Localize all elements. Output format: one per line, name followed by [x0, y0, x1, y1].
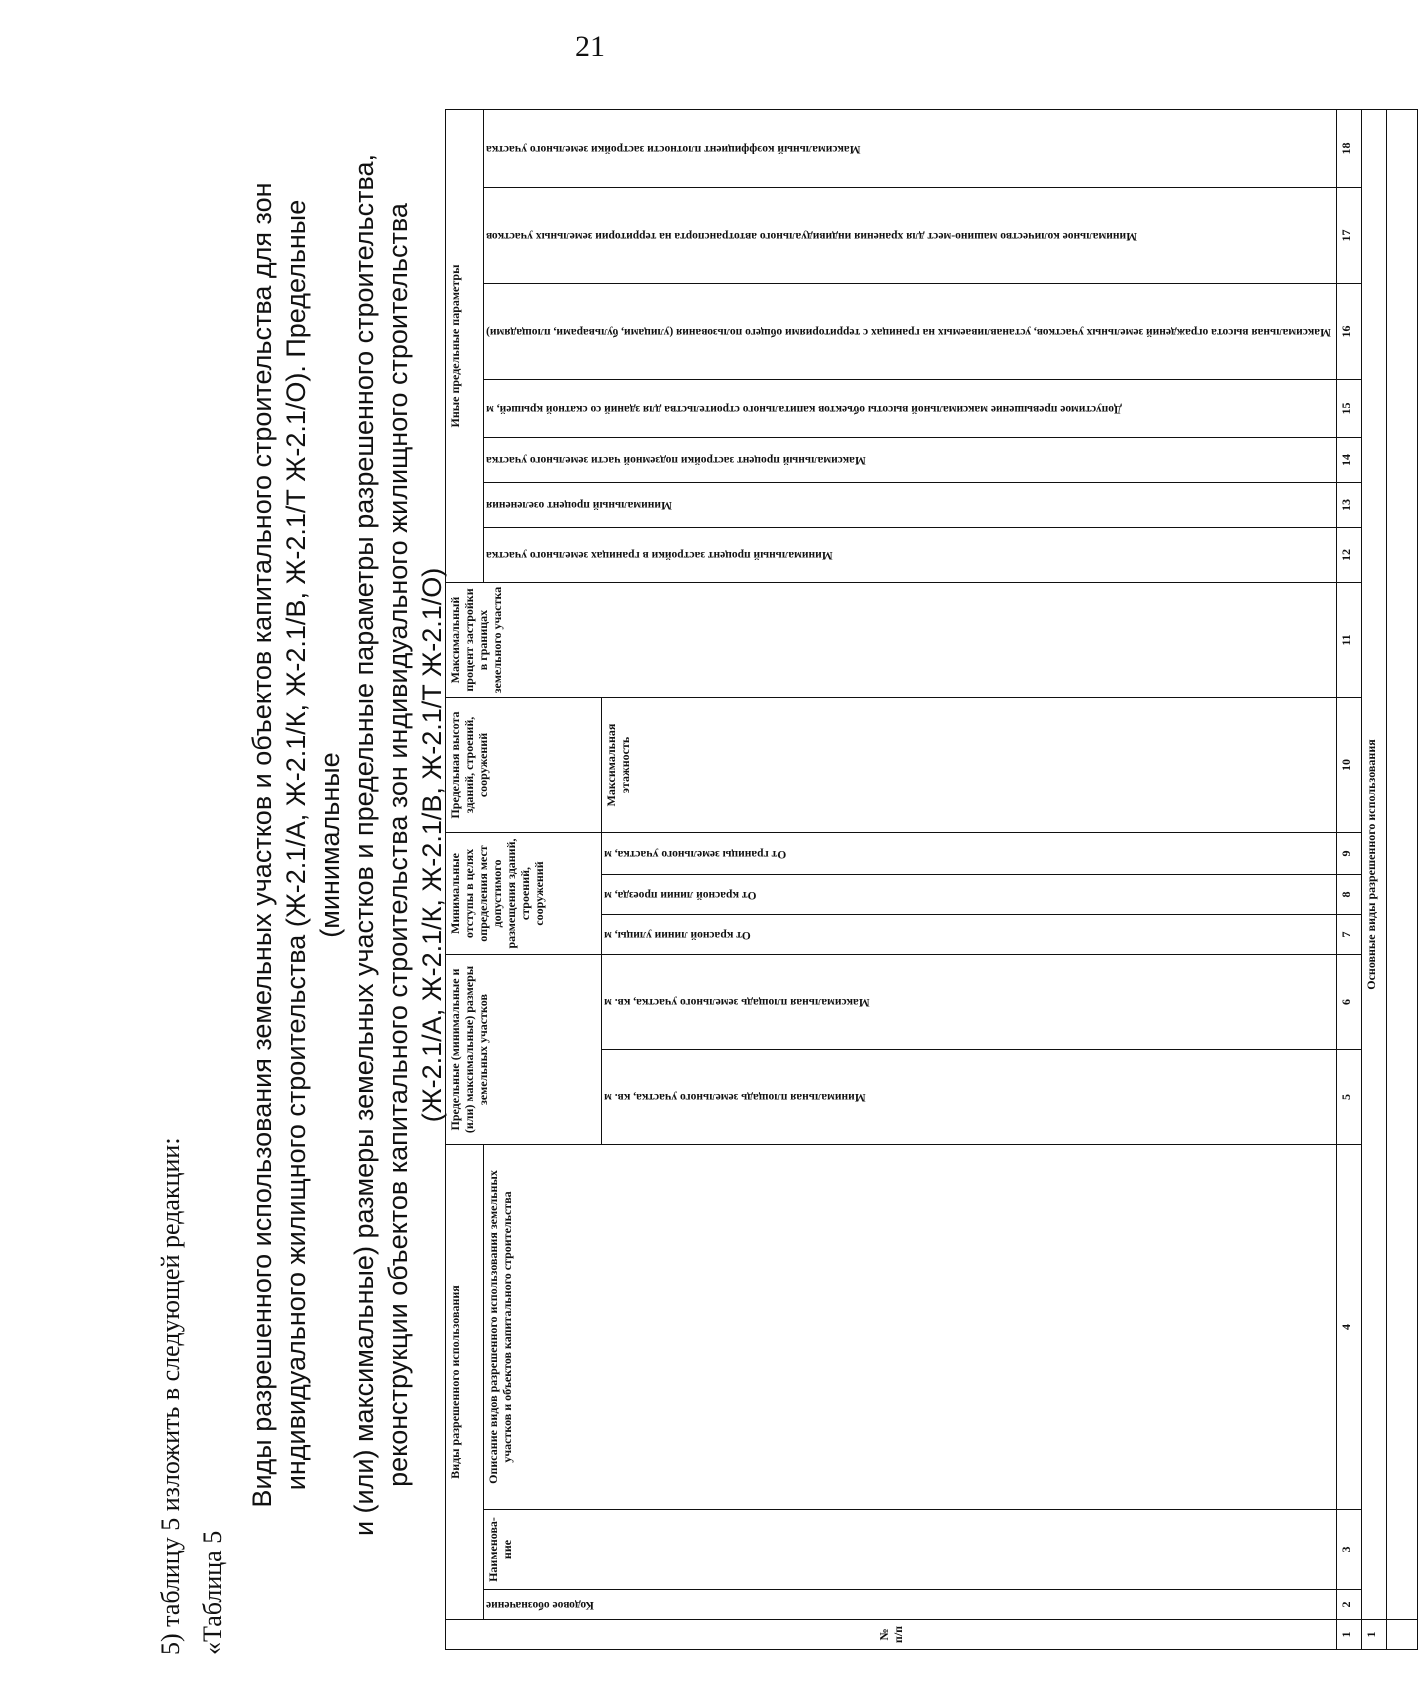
- column-numbers-row: [1336, 110, 1361, 1650]
- header-name: Наименова-ние: [484, 1510, 1337, 1590]
- column-number: 14: [1336, 438, 1361, 483]
- header-description: Описание видов разрешенного использования земельных участков и объектов капитального строительства: [484, 1145, 1337, 1510]
- header-size-group: Предельные (минимальные и (или) максимальные) размеры земельных участков: [446, 955, 602, 1145]
- section-title: Основные виды разрешенного использования: [1361, 110, 1386, 1620]
- header-min-coverage: Минимальный процент застройки в границах земельного участка: [484, 528, 1337, 583]
- column-number: 13: [1336, 483, 1361, 528]
- column-number: 10: [1336, 698, 1361, 833]
- heading-line: (Ж-2.1/А, Ж-2.1/К, Ж-2.1/В, Ж-2.1/Т Ж-2.1/О): [417, 567, 447, 1123]
- table-label: «Таблица 5: [198, 1530, 227, 1655]
- column-number: 16: [1336, 284, 1361, 380]
- rotated-content: [155, 0, 1378, 1655]
- column-number: 15: [1336, 380, 1361, 438]
- header-setback-passage: От красной линии проезда, м: [602, 875, 1337, 915]
- header-other-group: Иные предельные параметры: [446, 110, 484, 583]
- heading-line: индивидуального жилищного строительства (Ж-2.1/А, Ж-2.1/К, Ж-2.1/В, Ж-2.1/Т Ж-2.1/О). Предельные (минимальные: [281, 199, 345, 1491]
- header-max-area: Максимальная площадь земельного участка, кв. м: [602, 955, 1337, 1050]
- column-number: 5: [1336, 1050, 1361, 1145]
- header-setback-group: Минимальные отступы в целях определения мест допустимого размещения зданий, строений, сооружений: [446, 833, 602, 955]
- regulations-table: [445, 109, 1418, 1650]
- header-num: № п/п: [446, 1620, 1337, 1650]
- header-max-underground: Максимальный процент застройки подземной части земельного участка: [484, 438, 1337, 483]
- header-setback-street: От красной линии улицы, м: [602, 915, 1337, 955]
- column-number: 2: [1336, 1590, 1361, 1620]
- header-min-landscaping: Минимальный процент озеленения: [484, 483, 1337, 528]
- header-min-parking: Минимальное количество машино-мест для хранения индивидуального автотранспорта на территории земельных участков: [484, 188, 1337, 284]
- column-number: 11: [1336, 583, 1361, 698]
- header-height-group: Предельная высота зданий, строений, сооружений: [446, 698, 602, 833]
- page-number: 21: [575, 30, 605, 63]
- column-number: 4: [1336, 1145, 1361, 1510]
- header-min-area: Минимальная площадь земельного участка, кв. м: [602, 1050, 1337, 1145]
- header-max-coverage: Максимальный процент застройки в границах земельного участка: [446, 583, 1337, 698]
- column-number: 3: [1336, 1510, 1361, 1590]
- header-max-floors: Максимальная этажность: [602, 698, 1337, 833]
- header-max-fence: Максимальная высота ограждений земельных участков, устанавливаемых на границах с территориями общего пользования (улицами, бульварами, площадями): [484, 284, 1337, 380]
- column-number: 6: [1336, 955, 1361, 1050]
- header-max-density: Максимальный коэффициент плотности застройки земельного участка: [484, 110, 1337, 188]
- heading-line: реконструкции объектов капитального строительства зон индивидуального жилищного строительства: [383, 203, 413, 1487]
- column-number: 9: [1336, 833, 1361, 875]
- table-heading: [245, 135, 449, 1555]
- empty-cell: [1386, 110, 1417, 1620]
- header-types-group: Виды разрешенного использования: [446, 1145, 484, 1620]
- section-number: 1: [1361, 1620, 1386, 1650]
- header-height-excess: Допустимое превышение максимальной высоты объектов капитального строительства для зданий со скатной крышей, м: [484, 380, 1337, 438]
- header-setback-border: От границы земельного участка, м: [602, 833, 1337, 875]
- header-row-1: [446, 110, 484, 1650]
- header-code: Кодовое обозначение: [484, 1590, 1337, 1620]
- column-number: 1: [1336, 1620, 1361, 1650]
- section-row: [1361, 110, 1386, 1650]
- column-number: 18: [1336, 110, 1361, 188]
- heading-line: и (или) максимальные) размеры земельных участков и предельные параметры разрешенного строительства,: [349, 153, 379, 1537]
- column-number: 12: [1336, 528, 1361, 583]
- heading-line: Виды разрешенного использования земельных участков и объектов капитального строительства для зон: [247, 182, 277, 1508]
- table-row: [1386, 110, 1417, 1650]
- column-number: 17: [1336, 188, 1361, 284]
- empty-cell: [1386, 1620, 1417, 1650]
- intro-text: 5) таблицу 5 изложить в следующей редакции:: [156, 1137, 185, 1655]
- column-number: 7: [1336, 915, 1361, 955]
- column-number: 8: [1336, 875, 1361, 915]
